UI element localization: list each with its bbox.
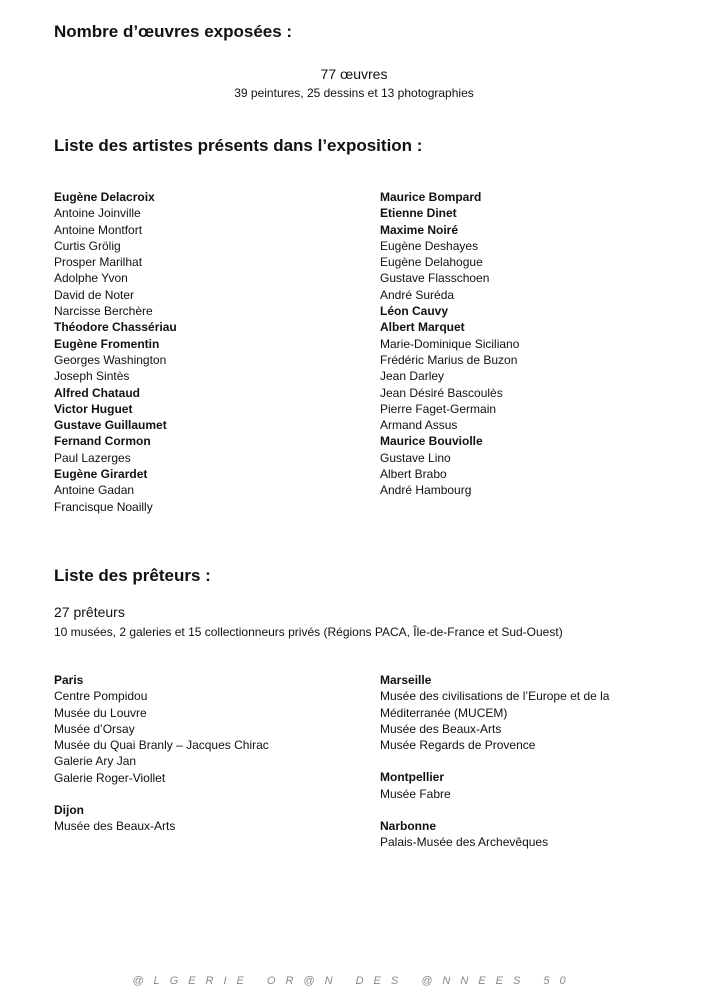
- artist-name: Antoine Joinville: [54, 206, 141, 221]
- artist-name: Etienne Dinet: [380, 206, 457, 221]
- artist-name: Eugène Girardet: [54, 467, 148, 482]
- works-heading: Nombre d’œuvres exposées :: [54, 22, 293, 41]
- artists-left-column: [54, 189, 177, 515]
- artist-name: Armand Assus: [380, 418, 458, 433]
- artist-name: Jean Darley: [380, 369, 445, 384]
- artist-name: Eugène Delacroix: [54, 190, 155, 204]
- artist-name: Antoine Montfort: [54, 222, 143, 237]
- lender-group: [380, 769, 609, 802]
- artist-name: Eugène Delahogue: [380, 255, 483, 270]
- lenders-total: 27 prêteurs: [54, 604, 125, 620]
- artist-name: Gustave Lino: [380, 450, 451, 465]
- lender-institution: Galerie Roger-Viollet: [54, 770, 166, 785]
- lender-group: [54, 672, 269, 786]
- lender-group: [380, 818, 609, 851]
- lender-city: Marseille: [380, 673, 432, 687]
- artist-name: Gustave Guillaumet: [54, 418, 167, 433]
- artist-name: Maurice Bouviolle: [380, 434, 483, 449]
- works-breakdown: 39 peintures, 25 dessins et 13 photographies: [234, 86, 474, 100]
- artist-name: Maurice Bompard: [380, 190, 482, 204]
- artist-name: Léon Cauvy: [380, 304, 449, 319]
- lender-institution: Musée du Quai Branly – Jacques Chirac: [54, 738, 269, 753]
- artist-name: Albert Brabo: [380, 467, 447, 482]
- artist-name: André Suréda: [380, 287, 455, 302]
- artist-name: Antoine Gadan: [54, 483, 135, 498]
- artist-name: Albert Marquet: [380, 320, 465, 335]
- artist-name: Fernand Cormon: [54, 434, 151, 449]
- lender-group: [54, 802, 269, 835]
- lender-city: Narbonne: [380, 819, 437, 834]
- lenders-left-column: [54, 672, 269, 851]
- artist-name: Curtis Grölig: [54, 238, 121, 253]
- artist-name: Pierre Faget-Germain: [380, 401, 497, 416]
- footer-watermark: @LGERIE OR@N DES @NNEES 50: [132, 975, 576, 987]
- artist-name: Maxime Noiré: [380, 222, 459, 237]
- lenders-right-column: [380, 672, 609, 867]
- lender-institution: Musée Regards de Provence: [380, 738, 536, 753]
- lender-institution: Méditerranée (MUCEM): [380, 705, 508, 720]
- artist-name: Georges Washington: [54, 352, 167, 367]
- lender-city: Paris: [54, 673, 84, 687]
- lender-institution: Palais-Musée des Archevêques: [380, 835, 549, 850]
- lender-city: Montpellier: [380, 770, 445, 785]
- artist-name: Paul Lazerges: [54, 450, 131, 465]
- lender-institution: Musée des Beaux-Arts: [54, 819, 176, 834]
- artist-name: Théodore Chassériau: [54, 320, 177, 335]
- lender-institution: Centre Pompidou: [54, 689, 148, 704]
- works-total: 77 œuvres: [320, 66, 388, 82]
- lender-institution: Musée des civilisations de l’Europe et de la: [380, 689, 610, 704]
- artist-name: Victor Huguet: [54, 401, 133, 416]
- lender-city: Dijon: [54, 803, 84, 818]
- artist-name: Jean Désiré Bascoulès: [380, 385, 503, 400]
- lenders-breakdown: 10 musées, 2 galeries et 15 collectionneurs privés (Régions PACA, Île-de-France et Sud-Ouest): [54, 625, 563, 639]
- artist-name: Eugène Fromentin: [54, 336, 160, 351]
- artist-name: Prosper Marilhat: [54, 255, 143, 270]
- artist-name: David de Noter: [54, 287, 135, 302]
- lender-group: [380, 672, 609, 753]
- lender-institution: Musée des Beaux-Arts: [380, 721, 502, 736]
- artist-name: Francisque Noailly: [54, 499, 153, 514]
- artist-name: Eugène Deshayes: [380, 238, 479, 253]
- artists-heading: Liste des artistes présents dans l’exposition :: [54, 136, 423, 155]
- lender-institution: Galerie Ary Jan: [54, 754, 137, 769]
- artist-name: Joseph Sintès: [54, 369, 130, 384]
- lender-institution: Musée du Louvre: [54, 705, 147, 720]
- artist-name: Alfred Chataud: [54, 385, 141, 400]
- artist-name: Adolphe Yvon: [54, 271, 128, 286]
- artist-name: Narcisse Berchère: [54, 304, 153, 319]
- artist-name: André Hambourg: [380, 483, 472, 498]
- lender-institution: Musée Fabre: [380, 786, 451, 801]
- artist-name: Gustave Flasschoen: [380, 271, 490, 286]
- lenders-heading: Liste des prêteurs :: [54, 566, 211, 585]
- artist-name: Frédéric Marius de Buzon: [380, 352, 518, 367]
- lender-institution: Musée d’Orsay: [54, 721, 135, 736]
- artists-right-column: [380, 189, 519, 499]
- artist-name: Marie-Dominique Siciliano: [380, 336, 520, 351]
